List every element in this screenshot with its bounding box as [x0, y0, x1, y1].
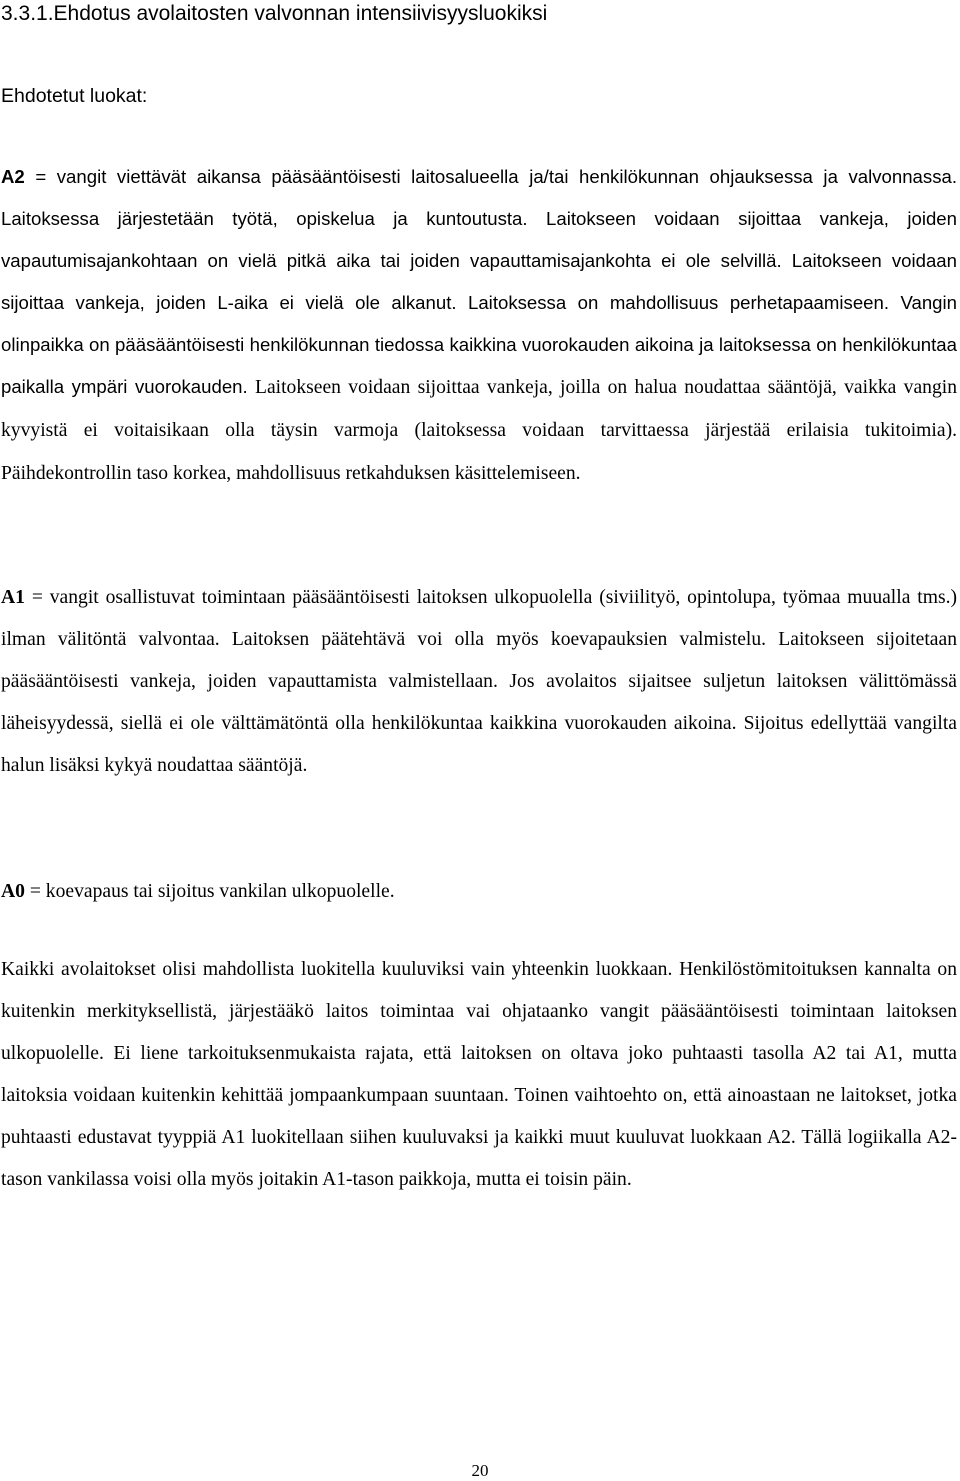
class-a2-code: A2	[1, 166, 25, 187]
class-a1-code: A1	[1, 587, 25, 608]
subheading: Ehdotetut luokat:	[1, 85, 148, 107]
class-a1-text: = vangit osallistuvat toimintaan pääsääntöisesti laitoksen ulkopuolella (siviilityö, opintolupa, työmaa muualla tms.) ilman välitöntä valvontaa. Laitoksen päätehtävä voi olla myös koevapauksien valmistelu. Laitokseen sijoitetaan pääsääntöisesti vankeja, joiden vapauttamista valmistellaan. Jos avolaitos sijaitsee suljetun laitoksen välittömässä läheisyydessä, siellä ei ole välttämätöntä olla henkilökuntaa kaikkina vuorokauden aikoina. Sijoitus edellyttää vangilta halun lisäksi kykyä noudattaa sääntöjä.	[1, 587, 957, 776]
section-title: Ehdotus avolaitosten valvonnan intensiivisyysluokiksi	[53, 2, 548, 25]
class-a2-text: = vangit viettävät aikansa pääsääntöisesti laitosalueella ja/tai henkilökunnan ohjauksessa ja valvonnassa. Laitoksessa järjestetään työtä, opiskelua ja kuntoutusta. Laitokseen voidaan sijoittaa vankeja, joiden vapautumisajankohtaan on vielä pitkä aika tai joiden vapauttamisajankohta ei ole selvillä. Laitokseen voidaan sijoittaa vankeja, joiden L-aika ei vielä ole alkanut. Laitoksessa on mahdollisuus perhetapaamiseen. Vangin olinpaikka on pääsääntöisesti henkilökunnan tiedossa kaikkina vuorokauden aikoina ja laitoksessa on henkilökuntaa paikalla ympäri vuorokauden.	[1, 166, 957, 397]
class-a2-text-continued: Laitokseen voidaan sijoittaa vankeja, joilla on halua noudattaa sääntöjä, vaikka vangin kyvyistä ei voitaisikaan olla täysin varmoja (laitoksessa voidaan tarvittaessa järjestää erilaisia tukitoimia). Päihdekontrollin taso korkea, mahdollisuus retkahduksen käsittelemiseen.	[1, 377, 957, 484]
class-a0-text: = koevapaus tai sijoitus vankilan ulkopuolelle.	[24, 881, 395, 902]
section-heading	[1, 1, 547, 27]
class-a0-paragraph	[1, 871, 957, 913]
class-a1-paragraph	[1, 577, 957, 787]
section-number: 3.3.1.	[1, 2, 54, 25]
class-a2-paragraph	[1, 156, 957, 495]
class-a0-code: A0	[1, 881, 25, 902]
summary-paragraph: Kaikki avolaitokset olisi mahdollista luokitella kuuluviksi vain yhteenkin luokkaan. Henkilöstömitoituksen kannalta on kuitenkin merkityksellistä, järjestääkö laitos toimintaa vai ohjataanko vangit pääsääntöisesti toimintaan laitoksen ulkopuolelle. Ei liene tarkoituksenmukaista rajata, että laitoksen on oltava joko puhtaasti tasolla A2 tai A1, mutta laitoksia voidaan kuitenkin kehittää jompaankumpaan suuntaan. Toinen vaihtoehto on, että ainoastaan ne laitokset, jotka puhtaasti edustavat tyyppiä A1 luokitellaan siihen kuuluvaksi ja kaikki muut kuuluvat luokkaan A2. Tällä logiikalla A2-tason vankilassa voisi olla myös joitakin A1-tason paikkoja, mutta ei toisin päin.	[1, 959, 957, 1190]
page-number: 20	[471, 1461, 489, 1480]
